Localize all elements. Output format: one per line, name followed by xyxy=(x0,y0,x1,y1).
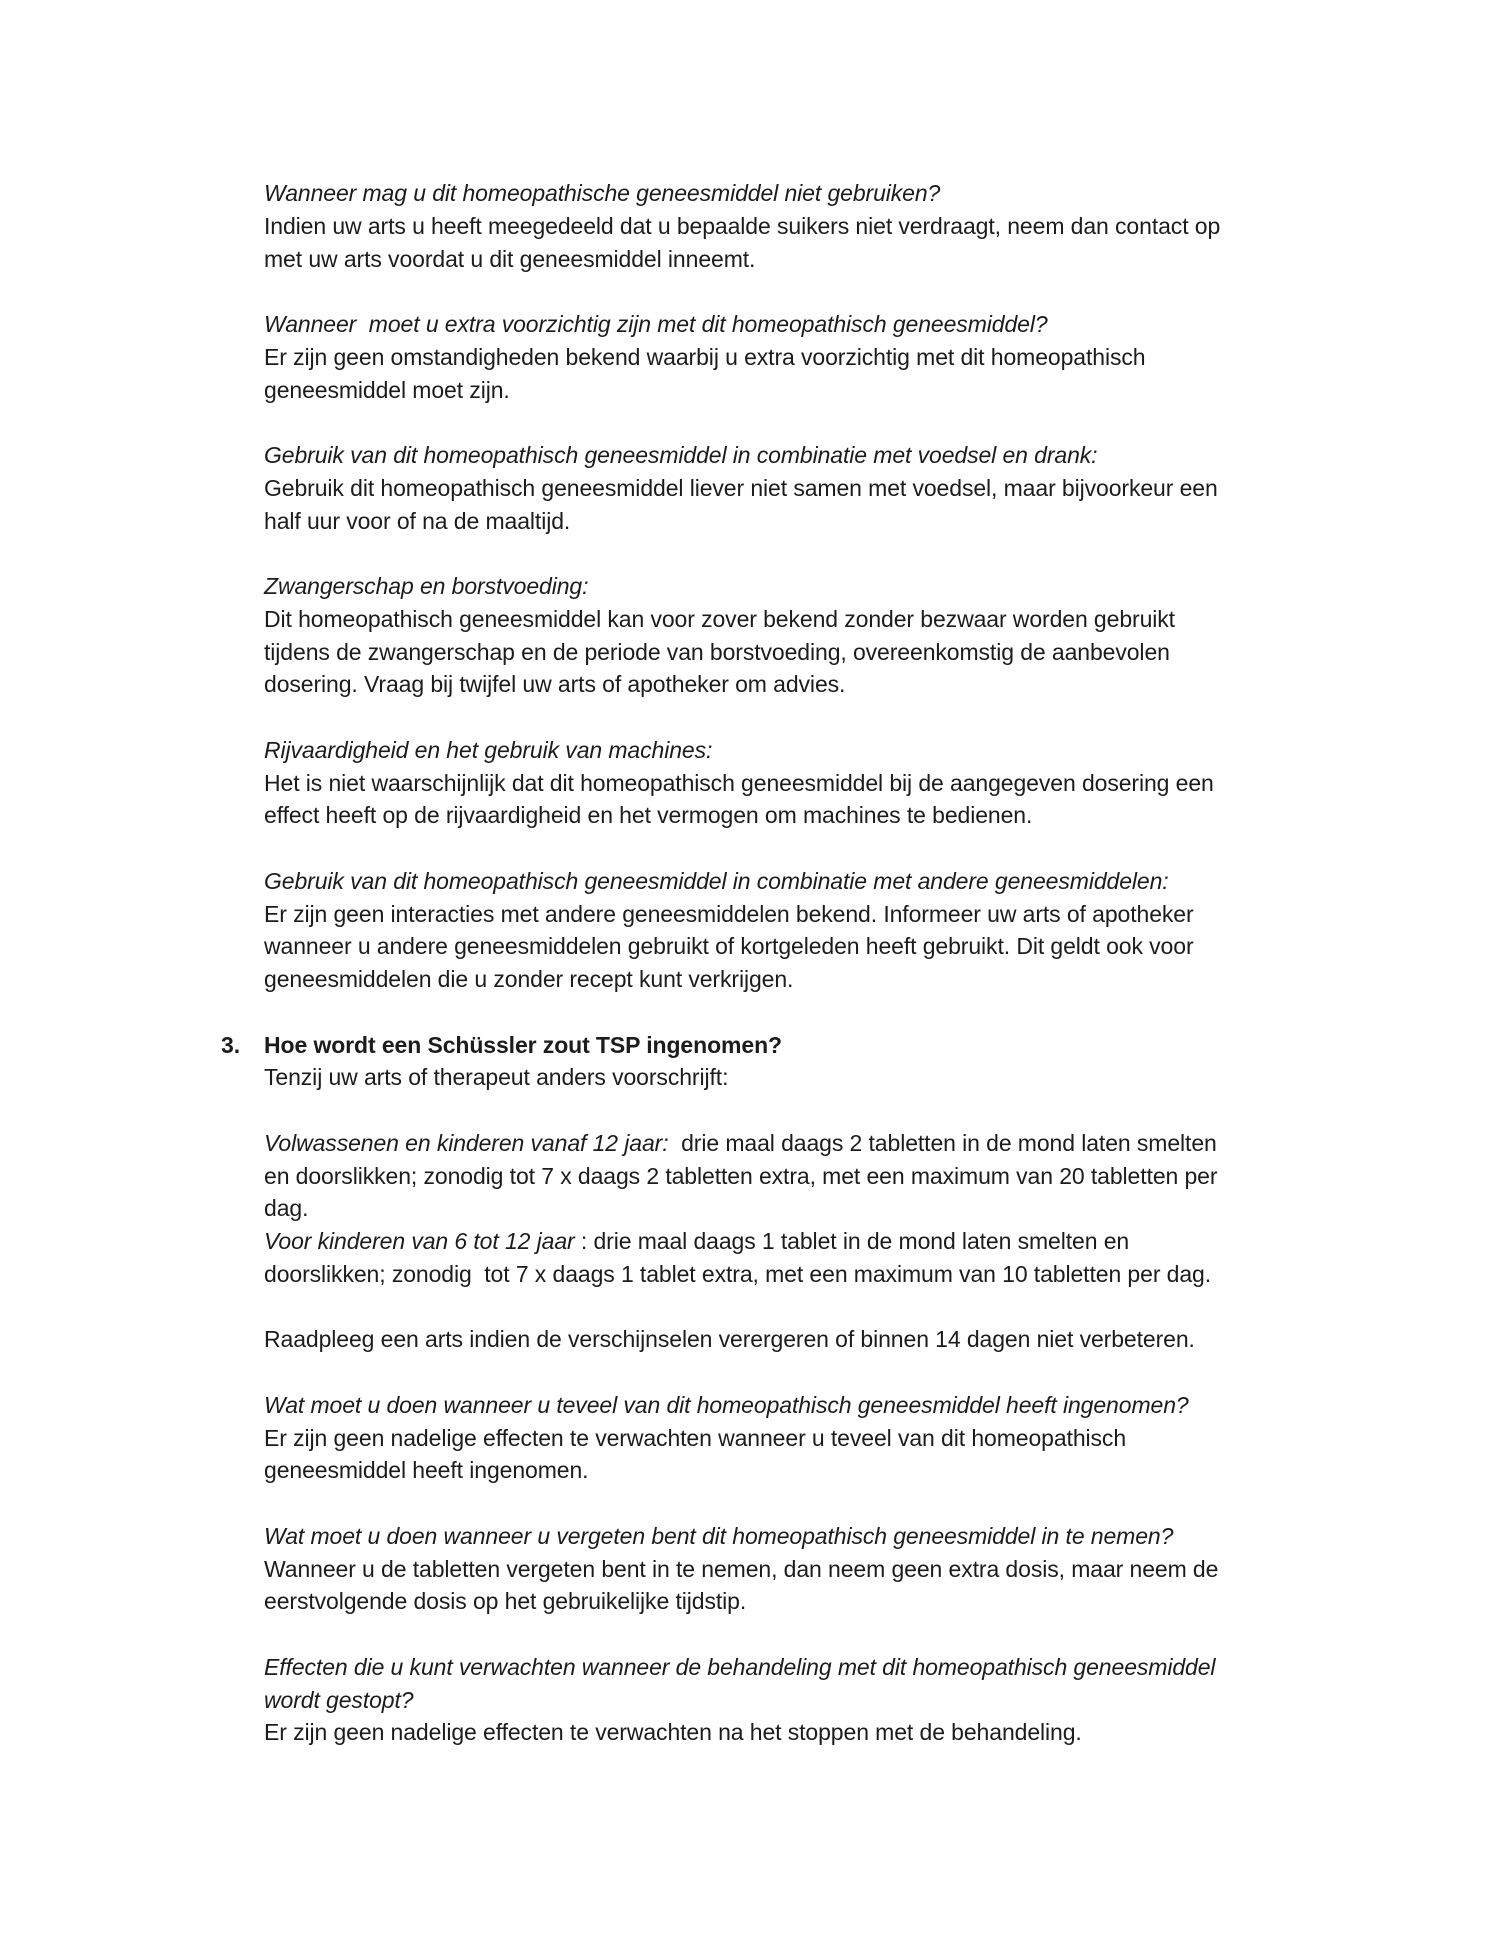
paragraph-line xyxy=(264,799,1424,832)
paragraph-line xyxy=(264,1127,1424,1160)
paragraph-line xyxy=(264,1716,1424,1749)
paragraph-line xyxy=(264,374,1424,407)
section-missed-dose xyxy=(264,1520,1424,1618)
text-span: en doorslikken; zonodig tot 7 x daags 2 tabletten extra, met een maximum van 20 tabletten per xyxy=(264,1162,1218,1189)
document-body xyxy=(221,177,1424,1749)
section-driving-machines xyxy=(264,734,1424,832)
section-heading-line xyxy=(264,570,1424,603)
text-span: Gebruik van dit homeopathisch geneesmiddel in combinatie met voedsel en drank: xyxy=(264,442,1098,468)
section-heading-line xyxy=(264,308,1424,341)
section-heading-line xyxy=(264,439,1424,472)
text-span: half uur voor of na de maaltijd. xyxy=(264,507,571,534)
section-dosage xyxy=(264,1127,1424,1291)
paragraph-line xyxy=(264,1160,1424,1193)
text-span: Wanneer mag u dit homeopathische geneesmiddel niet gebruiken? xyxy=(264,180,941,206)
paragraph-line xyxy=(264,505,1424,538)
section-heading-line xyxy=(264,177,1424,210)
section-food-and-drink xyxy=(264,439,1424,537)
text-span: Er zijn geen nadelige effecten te verwachten na het stoppen met de behandeling. xyxy=(264,1719,1082,1746)
paragraph-line xyxy=(264,341,1424,374)
text-span: Dit homeopathisch geneesmiddel kan voor zover bekend zonder bezwaar worden gebruikt xyxy=(264,605,1175,632)
paragraph-line xyxy=(264,1454,1424,1487)
text-span: drie maal daags 2 tabletten in de mond laten smelten xyxy=(668,1129,1217,1156)
text-span: Gebruik van dit homeopathisch geneesmiddel in combinatie met andere geneesmiddelen: xyxy=(264,867,1169,894)
paragraph-line xyxy=(264,1192,1424,1225)
section-heading-line xyxy=(264,1684,1424,1717)
text-span: Wat moet u doen wanneer u vergeten bent dit homeopathisch geneesmiddel in te nemen? xyxy=(264,1522,1174,1549)
paragraph-line xyxy=(264,1585,1424,1618)
text-span: geneesmiddelen die u zonder recept kunt verkrijgen. xyxy=(264,966,794,992)
paragraph-line xyxy=(264,668,1424,701)
text-span: geneesmiddel heeft ingenomen. xyxy=(264,1457,589,1484)
text-span: dag. xyxy=(264,1195,309,1222)
paragraph-line xyxy=(264,767,1424,800)
text-span: doorslikken; zonodig tot 7 x daags 1 tablet extra, met een maximum van 10 tabletten per dag. xyxy=(264,1260,1212,1287)
section-other-medicines xyxy=(264,865,1424,996)
paragraph-line xyxy=(264,1553,1424,1586)
text-span: Zwangerschap en borstvoeding: xyxy=(264,573,589,599)
text-span: Hoe wordt een Schüssler zout TSP ingenomen? xyxy=(264,1031,782,1058)
paragraph-line xyxy=(264,472,1424,505)
section-heading-line xyxy=(264,865,1424,898)
section-extra-caution xyxy=(264,308,1424,406)
text-span: wanneer u andere geneesmiddelen gebruikt of kortgeleden heeft gebruikt. Dit geldt ook voor xyxy=(264,933,1194,960)
section-heading-line xyxy=(264,1651,1424,1684)
section-3-how-to-take xyxy=(221,1029,1424,1095)
text-span: tijdens de zwangerschap en de periode van borstvoeding, overeenkomstig de aanbevolen xyxy=(264,638,1170,665)
paragraph-line xyxy=(264,1225,1424,1258)
text-span: Wat moet u doen wanneer u teveel van dit homeopathisch geneesmiddel heeft ingenomen? xyxy=(264,1391,1189,1418)
text-span: Volwassenen en kinderen vanaf 12 jaar: xyxy=(264,1129,669,1156)
text-span: met uw arts voordat u dit geneesmiddel inneemt. xyxy=(264,245,756,272)
section-stopping-treatment xyxy=(264,1651,1424,1749)
list-number: 3. xyxy=(221,1031,240,1058)
text-span: Raadpleeg een arts indien de verschijnselen verergeren of binnen 14 dagen niet verbeteren. xyxy=(264,1326,1195,1353)
section-overdose xyxy=(264,1389,1424,1487)
text-span: Gebruik dit homeopathisch geneesmiddel liever niet samen met voedsel, maar bijvoorkeur een xyxy=(264,474,1218,501)
text-span: Er zijn geen omstandigheden bekend waarbij u extra voorzichtig met dit homeopathisch xyxy=(264,343,1146,370)
paragraph-line xyxy=(264,636,1424,669)
text-span: Effecten die u kunt verwachten wanneer de behandeling met dit homeopathisch geneesmiddel xyxy=(264,1653,1216,1680)
text-span: Indien uw arts u heeft meegedeeld dat u bepaalde suikers niet verdraagt, neem dan contact op xyxy=(264,212,1221,239)
text-span: Rijvaardigheid en het gebruik van machines: xyxy=(264,736,713,763)
text-span: eerstvolgende dosis op het gebruikelijke tijdstip. xyxy=(264,1588,747,1615)
text-span: Wanneer moet u extra voorzichtig zijn met dit homeopathisch geneesmiddel? xyxy=(264,311,1048,337)
paragraph-line xyxy=(264,930,1424,963)
paragraph-line xyxy=(264,1061,1424,1094)
paragraph-line xyxy=(264,603,1424,636)
text-span: Wanneer u de tabletten vergeten bent in te nemen, dan neem geen extra dosis, maar neem de xyxy=(264,1555,1219,1582)
section-heading-line xyxy=(264,1389,1424,1422)
paragraph-line xyxy=(264,898,1424,931)
text-span: wordt gestopt? xyxy=(264,1686,414,1713)
text-span: dosering. Vraag bij twijfel uw arts of apotheker om advies. xyxy=(264,671,846,698)
paragraph-line xyxy=(264,210,1424,243)
text-span: geneesmiddel moet zijn. xyxy=(264,376,510,403)
text-span: Voor kinderen van 6 tot 12 jaar xyxy=(264,1228,575,1254)
text-span: Tenzij uw arts of therapeut anders voorschrijft: xyxy=(264,1064,729,1091)
section-heading-line xyxy=(264,734,1424,767)
paragraph-line xyxy=(264,243,1424,276)
text-span: Er zijn geen nadelige effecten te verwachten wanneer u teveel van dit homeopathisch xyxy=(264,1424,1127,1451)
text-span: effect heeft op de rijvaardigheid en het vermogen om machines te bedienen. xyxy=(264,802,1033,829)
section-pregnancy-breastfeeding xyxy=(264,570,1424,701)
section-consult-doctor xyxy=(264,1323,1424,1356)
text-span: Er zijn geen interacties met andere geneesmiddelen bekend. Informeer uw arts of apotheker xyxy=(264,900,1194,927)
section-heading-line xyxy=(264,1520,1424,1553)
section-when-not-to-use xyxy=(264,177,1424,275)
section-heading-line xyxy=(264,1029,1424,1062)
paragraph-line xyxy=(264,1258,1424,1291)
paragraph-line xyxy=(264,1323,1424,1356)
paragraph-line xyxy=(264,963,1424,996)
text-span: : drie maal daags 1 tablet in de mond laten smelten en xyxy=(574,1228,1130,1254)
paragraph-line xyxy=(264,1422,1424,1455)
text-span: Het is niet waarschijnlijk dat dit homeopathisch geneesmiddel bij de aangegeven dosering een xyxy=(264,769,1214,796)
